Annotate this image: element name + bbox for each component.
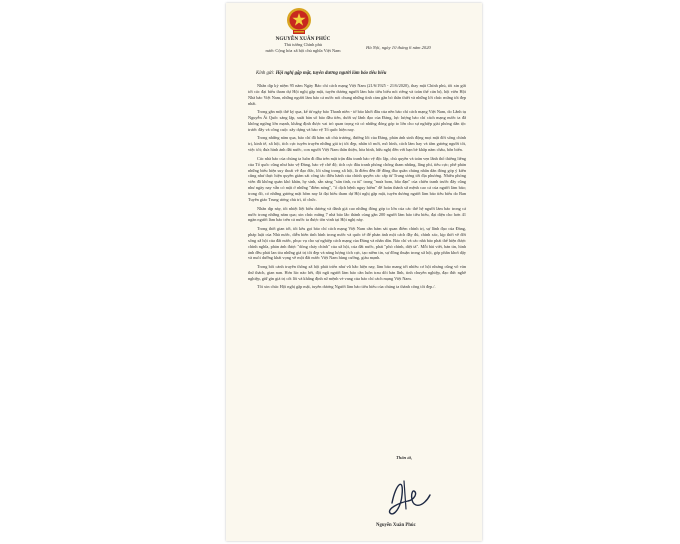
body-paragraph: Trong bối cảnh truyền thông xã hội phát triển như vũ bão hiện nay, làm báo mang tới nhiều cơ hội nhưng cũng vô vàn thử thách, gian nan. Hơn lúc nào hết, đội ngũ người làm báo cần luôn trau dồi bản lĩnh, tinh chuyên nghiệp, đạo đức nghề nghiệp, giữ gìn giá trị cốt lõi và khẳng định sứ mệnh vẻ vang của báo chí cách mạng Việt Nam. (248, 263, 466, 281)
salutation-subject: Hội nghị gặp mặt, tuyên dương người làm báo tiêu biểu (275, 71, 387, 76)
body-paragraph: Nhân dịp này, tôi nhiệt liệt biểu dương và đánh giá cao những đóng góp to lớn của các thế hệ người làm báo trong cả nước trong những năm qua; xin chúc mừng 7 nhà báo lão thành cùng gần 200 người làm báo tiêu biểu, đại diện cho hơn 41 ngàn người làm báo trên cả nước ta được tôn vinh tại Hội nghị này. (248, 205, 466, 223)
letter-page (226, 3, 482, 541)
signer-name: Nguyễn Xuân Phúc (376, 523, 416, 528)
closing: Thân ái, (396, 455, 413, 460)
salutation-label: Kính gửi: (256, 71, 275, 76)
body-paragraph: Trong gần một thế kỷ qua, kể từ ngày báo Thanh niên - tờ báo khởi đầu của nền báo chí cách mạng Việt Nam, do Lãnh tụ Nguyễn Ái Quốc sáng lập, xuất bản số báo đầu tiên, dưới sự lãnh đạo của Đảng, lực lượng báo chí cách mạng nước ta đã không ngừng lớn mạnh, khẳng định được vai trò quan trọng và có những đóng góp to lớn cho sự nghiệp giải phóng dân tộc trước đây và công cuộc xây dựng và bảo vệ Tổ quốc hiện nay. (248, 109, 466, 132)
letter-body (248, 83, 466, 293)
sender-country: nước Cộng hòa xã hội chủ nghĩa Việt Nam (265, 48, 341, 53)
body-paragraph: Tôi xin chúc Hội nghị gặp mặt, tuyên dương Người làm báo tiêu biểu của chúng ta thành công tốt đẹp./. (257, 284, 436, 290)
salutation (256, 71, 466, 76)
sender-title: Thủ tướng Chính phủ (284, 42, 322, 47)
dateline: Hà Nội, ngày 10 tháng 6 năm 2020 (366, 45, 431, 50)
body-paragraph: Trong thời gian tới, tôi kêu gọi báo chí cách mạng Việt Nam cần bám sát quan điểm chính trị, sự lãnh đạo của Đảng, pháp luật của Nhà nước, diễn biến tình hình trong nước và quốc tế để phản ánh một cách đầy đủ, chính xác, kịp thời về đời sống xã hội của đất nước, phục vụ cho sự nghiệp cách mạng của Đảng và nhân dân. Báo chí và các nhà báo phải thể hiện được chính nghĩa, phản ánh được "dòng chảy chính" của xã hội, của đất nước, phải "phò chính, diệt tà". Mỗi bài viết, bản tin, hình ảnh đều phải lan tỏa những giá trị tốt đẹp và năng lượng tích cực, tạo niềm tin, sự đồng thuận trong xã hội, góp phần khơi dậy và nuôi dưỡng khát vọng về một đất nước Việt Nam hùng cường, giàu mạnh. (248, 225, 466, 261)
body-paragraph: Trong những năm qua, báo chí đã bám sát chủ trương, đường lối của Đảng, phản ánh sinh động mọi mặt đời sống chính trị, kinh tế, xã hội, tích cực tuyên truyền những giá trị tốt đẹp, nhân tố mới, mô hình, cách làm hay và tấm gương người tốt, việc tốt; đưa hình ảnh đất nước, con người Việt Nam thân thiện, hòa bình, hữu nghị đến với bạn bè khắp năm châu, bốn biển. (248, 135, 466, 153)
body-paragraph: Nhân dịp kỷ niệm 95 năm Ngày Báo chí cách mạng Việt Nam (21/6/1925 - 21/6/2020), thay mặt Chính phủ, tôi xin gửi tới các đại biểu tham dự Hội nghị gặp mặt, tuyên dương người làm báo tiêu biểu nói riêng và toàn thể cán bộ, hội viên Hội Nhà báo Việt Nam, những người làm báo cả nước nói chung những tình cảm gắn bó thân thiết và những lời chúc mừng tốt đẹp nhất. (248, 83, 466, 106)
sender-block (248, 36, 358, 54)
body-paragraph: Các nhà báo của chúng ta luôn đi đầu trên mặt trận đấu tranh bảo vệ độc lập, chủ quyền và toàn vẹn lãnh thổ thiêng liêng của Tổ quốc cũng như bảo vệ Đảng, bảo vệ chế độ; tích cực đấu tranh phòng chống tham nhũng, lãng phí, tiêu cực; phê phán những biểu hiện suy thoái về đạo đức, lối sống trong xã hội, là điểm đến để đồng đảo quần chúng nhân dân đóng góp ý kiến cũng như thực hiện quyền giám sát công tác điều hành của chính quyền các cấp từ Trung ương tới địa phương. Nhiều phóng viên đã không quản khó khăn, hy sinh, sẵn sàng "xăn tình, ra tù" trong "mưa bom, bão đạn" của chiến tranh trước đây cũng như ngày nay vẫn có mặt ở những "điểm nóng", "ổ dịch bệnh nguy hiểm" để hoàn thành sứ mệnh cao cả của người làm báo; trong đó, có những gương mặt hôm nay là đại biểu tham dự Hội nghị gặp mặt, tuyên dương người làm báo tiêu biểu do Ban Tuyên giáo Trung ương chủ trì, tổ chức. (248, 155, 466, 203)
national-emblem-icon (286, 6, 312, 36)
sender-name: NGUYỄN XUÂN PHÚC (275, 36, 331, 42)
signature-icon (384, 473, 434, 521)
